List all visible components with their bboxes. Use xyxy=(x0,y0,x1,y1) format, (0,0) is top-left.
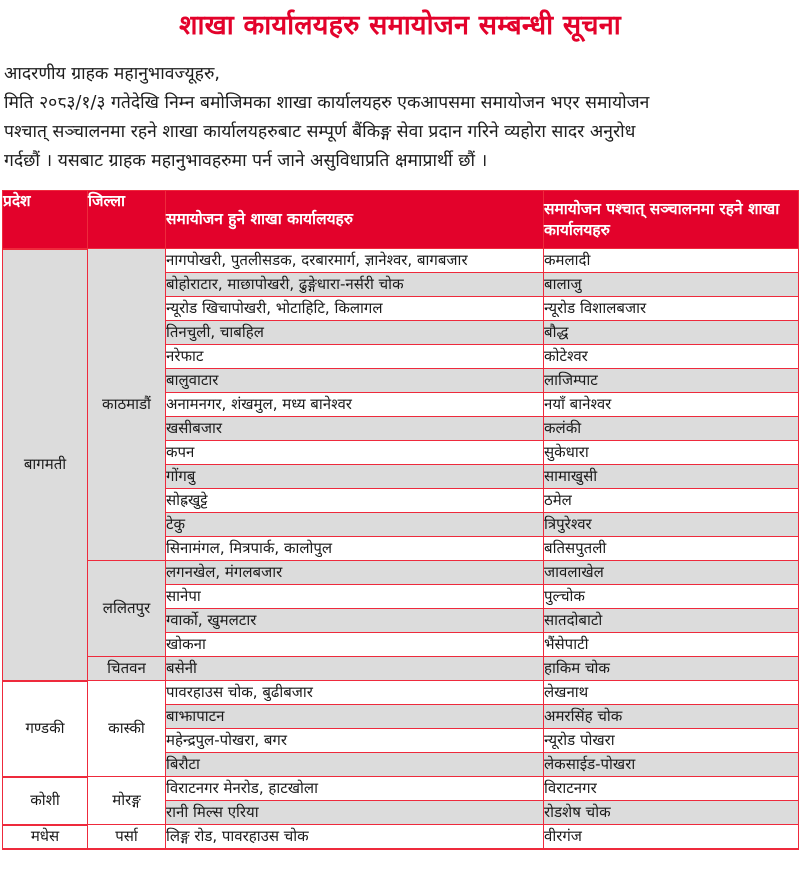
cell-district: चितवन xyxy=(88,657,166,681)
intro-line-1: आदरणीय ग्राहक महानुभावज्यूहरु, xyxy=(4,64,220,84)
cell-remaining-branch: न्यूरोड विशालबजार xyxy=(544,297,799,321)
cell-merging-branches: रानी मिल्स एरिया xyxy=(166,801,544,825)
cell-remaining-branch: त्रिपुरेश्वर xyxy=(544,513,799,537)
cell-remaining-branch: कोटेश्वर xyxy=(544,345,799,369)
cell-merging-branches: बालुवाटार xyxy=(166,369,544,393)
cell-remaining-branch: जावलाखेल xyxy=(544,561,799,585)
cell-merging-branches: न्यूरोड खिचापोखरी, भोटाहिटि, किलागल xyxy=(166,297,544,321)
cell-merging-branches: सिनामंगल, मित्रपार्क, कालोपुल xyxy=(166,537,544,561)
table-header xyxy=(3,191,799,249)
cell-merging-branches: विराटनगर मेनरोड, हाटखोला xyxy=(166,777,544,801)
cell-merging-branches: नागपोखरी, पुतलीसडक, दरबारमार्ग, ज्ञानेश्वर, बागबजार xyxy=(166,249,544,273)
cell-remaining-branch: नयाँ बानेश्वर xyxy=(544,393,799,417)
cell-merging-branches: बोहोराटार, माछापोखरी, ढुङ्गेधारा-नर्सरी चोक xyxy=(166,273,544,297)
cell-remaining-branch: विराटनगर xyxy=(544,777,799,801)
cell-remaining-branch: ठमेल xyxy=(544,489,799,513)
cell-merging-branches: बसेनी xyxy=(166,657,544,681)
table-row xyxy=(3,777,799,801)
cell-remaining-branch: सामाखुसी xyxy=(544,465,799,489)
cell-remaining-branch: कलंकी xyxy=(544,417,799,441)
cell-district: मोरङ्ग xyxy=(88,777,166,825)
table-row xyxy=(3,561,799,585)
cell-remaining-branch: सातदोबाटो xyxy=(544,609,799,633)
cell-merging-branches: टेकु xyxy=(166,513,544,537)
table-row xyxy=(3,825,799,849)
cell-remaining-branch: रोडशेष चोक xyxy=(544,801,799,825)
table-row xyxy=(3,681,799,705)
cell-remaining-branch: बतिसपुतली xyxy=(544,537,799,561)
cell-district: काठमाडौं xyxy=(88,249,166,561)
cell-remaining-branch: कमलादी xyxy=(544,249,799,273)
cell-remaining-branch: लाजिम्पाट xyxy=(544,369,799,393)
column-header-district: जिल्ला xyxy=(88,191,166,249)
cell-merging-branches: बिरौटा xyxy=(166,753,544,777)
cell-remaining-branch: हाकिम चोक xyxy=(544,657,799,681)
title-banner xyxy=(0,0,800,48)
cell-merging-branches: ग्वार्को, खुमलटार xyxy=(166,609,544,633)
cell-remaining-branch: लेकसाईड-पोखरा xyxy=(544,753,799,777)
cell-remaining-branch: बालाजु xyxy=(544,273,799,297)
cell-district: पर्सा xyxy=(88,825,166,849)
cell-merging-branches: लिङ्ग रोड, पावरहाउस चोक xyxy=(166,825,544,849)
table-row xyxy=(3,249,799,273)
cell-remaining-branch: न्यूरोड पोखरा xyxy=(544,729,799,753)
cell-merging-branches: खोकना xyxy=(166,633,544,657)
cell-remaining-branch: पुल्चोक xyxy=(544,585,799,609)
cell-remaining-branch: सुकेधारा xyxy=(544,441,799,465)
cell-remaining-branch: भैंसेपाटी xyxy=(544,633,799,657)
cell-province: बागमती xyxy=(3,249,88,681)
page-title: शाखा कार्यालयहरु समायोजन सम्बन्धी सूचना xyxy=(179,10,621,41)
cell-province: गण्डकी xyxy=(3,681,88,777)
cell-merging-branches: सानेपा xyxy=(166,585,544,609)
cell-merging-branches: सोह्रखुट्टे xyxy=(166,489,544,513)
table-row xyxy=(3,657,799,681)
branch-merger-table xyxy=(2,190,799,850)
intro-line-3: पश्चात् सञ्चालनमा रहने शाखा कार्यालयहरुबाट सम्पूर्ण बैंकिङ्ग सेवा प्रदान गरिने व्यहोरा सादर अनुरोध xyxy=(4,122,636,142)
cell-merging-branches: नरेफाट xyxy=(166,345,544,369)
cell-merging-branches: गोंगबु xyxy=(166,465,544,489)
cell-merging-branches: महेन्द्रपुल-पोखरा, बगर xyxy=(166,729,544,753)
intro-line-4: गर्दछौं । यसबाट ग्राहक महानुभावहरुमा पर्न जाने असुविधाप्रति क्षमाप्रार्थी छौं । xyxy=(4,151,488,171)
cell-remaining-branch: वीरगंज xyxy=(544,825,799,849)
column-header-remaining-branches: समायोजन पश्चात् सञ्चालनमा रहने शाखा कार्यालयहरु xyxy=(544,191,799,249)
cell-district: कास्की xyxy=(88,681,166,777)
cell-merging-branches: लगनखेल, मंगलबजार xyxy=(166,561,544,585)
cell-district: ललितपुर xyxy=(88,561,166,657)
table-body xyxy=(3,249,799,849)
intro-paragraph xyxy=(0,48,800,182)
cell-merging-branches: तिनचुली, चाबहिल xyxy=(166,321,544,345)
cell-province: कोशी xyxy=(3,777,88,825)
column-header-merging-branches: समायोजन हुने शाखा कार्यालयहरु xyxy=(166,191,544,249)
cell-merging-branches: कपन xyxy=(166,441,544,465)
cell-merging-branches: खसीबजार xyxy=(166,417,544,441)
cell-merging-branches: अनामनगर, शंखमुल, मध्य बानेश्वर xyxy=(166,393,544,417)
cell-province: मधेस xyxy=(3,825,88,849)
cell-remaining-branch: लेखनाथ xyxy=(544,681,799,705)
cell-merging-branches: बाझापाटन xyxy=(166,705,544,729)
cell-remaining-branch: अमरसिंह चोक xyxy=(544,705,799,729)
cell-remaining-branch: बौद्ध xyxy=(544,321,799,345)
column-header-province: प्रदेश xyxy=(3,191,88,249)
table-header-row xyxy=(3,191,799,249)
cell-merging-branches: पावरहाउस चोक, बुढीबजार xyxy=(166,681,544,705)
intro-line-2: मिति २०८३/१/३ गतेदेखि निम्न बमोजिमका शाखा कार्यालयहरु एकआपसमा समायोजन भएर समायोजन xyxy=(4,93,650,113)
